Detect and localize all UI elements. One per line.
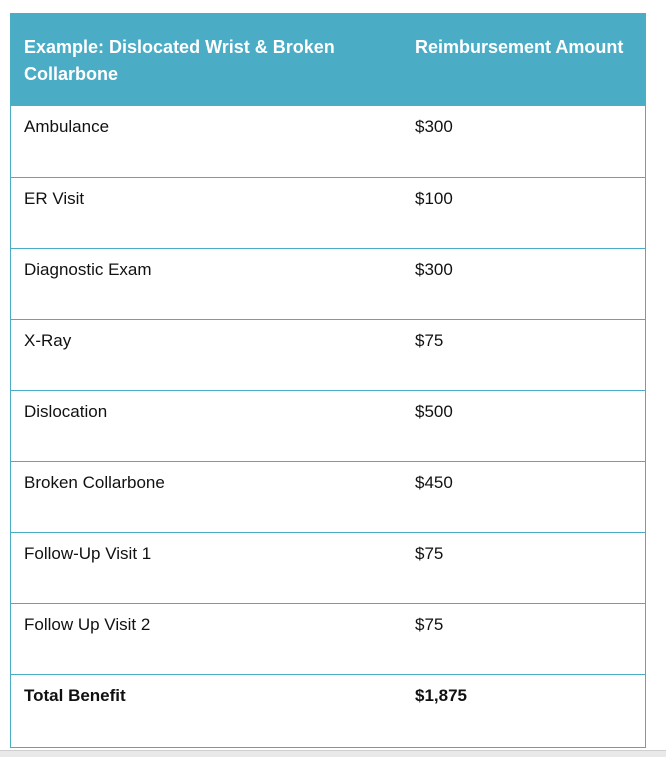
row-amount: $75: [415, 543, 444, 563]
row-amount: $75: [415, 330, 444, 350]
row-amount: $300: [415, 259, 453, 279]
row-amount: $500: [415, 401, 453, 421]
table-header: [11, 14, 645, 106]
table-row: [11, 319, 645, 390]
row-amount: $100: [415, 188, 453, 208]
total-label: Total Benefit: [24, 685, 126, 705]
table-body: [11, 106, 645, 745]
table-row: [11, 177, 645, 248]
row-item: X-Ray: [24, 330, 72, 350]
row-item: Broken Collarbone: [24, 472, 165, 492]
total-row: [11, 674, 645, 745]
header-row: [11, 14, 645, 106]
header-item: Example: Dislocated Wrist & Broken Collarbone: [24, 37, 335, 84]
table-row: [11, 603, 645, 674]
row-item: Diagnostic Exam: [24, 259, 152, 279]
row-item: Dislocation: [24, 401, 108, 421]
table-row: [11, 532, 645, 603]
page-bottom-divider: [0, 750, 666, 757]
reimbursement-table: [11, 14, 645, 745]
row-item: Ambulance: [24, 117, 110, 136]
table-row: [11, 390, 645, 461]
row-amount: $75: [415, 614, 444, 634]
row-item: ER Visit: [24, 188, 85, 208]
row-amount: $300: [415, 117, 453, 136]
row-item: Follow-Up Visit 1: [24, 543, 152, 563]
table-row: [11, 106, 645, 177]
row-amount: $450: [415, 472, 453, 492]
header-amount: Reimbursement Amount: [415, 37, 624, 57]
reimbursement-table-frame: [10, 13, 646, 748]
table-row: [11, 248, 645, 319]
total-amount: $1,875: [415, 685, 467, 705]
row-item: Follow Up Visit 2: [24, 614, 151, 634]
table-row: [11, 461, 645, 532]
